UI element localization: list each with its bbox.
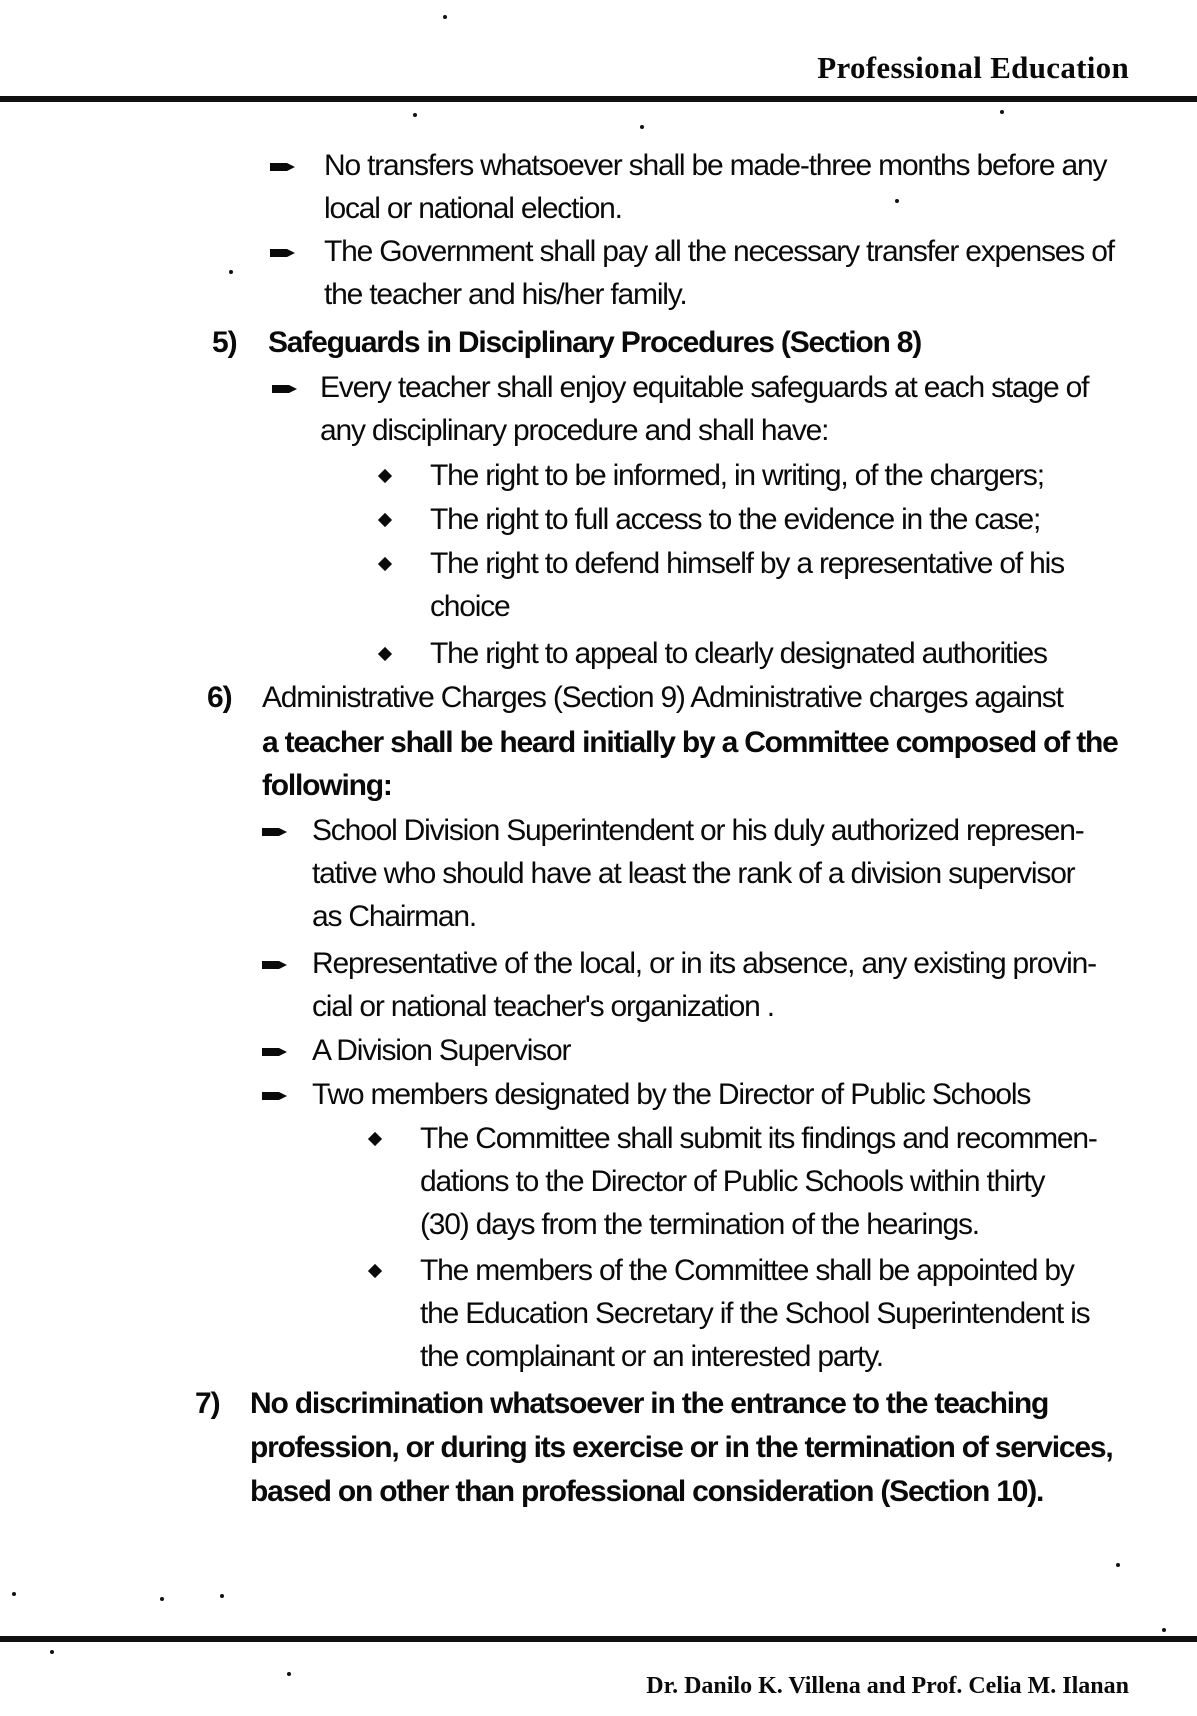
diamond-bullet-icon	[368, 1132, 382, 1146]
member-1-line-1: School Division Superintendent or his duly authorized represen-	[312, 814, 1084, 847]
item-7-line-2: profession, or during its exercise or in the termination of services,	[250, 1431, 1113, 1464]
diamond-bullet-icon	[378, 469, 392, 483]
arrow-bullet-icon	[270, 247, 296, 259]
member-2-line-1: Representative of the local, or in its absence, any existing provin-	[312, 947, 1096, 980]
scan-speck	[895, 199, 899, 203]
item-5-number: 5)	[212, 326, 237, 359]
scan-speck	[443, 15, 447, 19]
scan-speck	[1116, 1563, 1120, 1567]
scan-speck	[229, 270, 233, 274]
scan-speck	[220, 1594, 224, 1598]
transfer-bullet-2-line-2: the teacher and his/her family.	[324, 278, 687, 311]
item-5-heading: Safeguards in Disciplinary Procedures (Section 8)	[268, 326, 922, 359]
note-1-line-1: The Committee shall submit its findings and recommen-	[420, 1122, 1097, 1155]
scan-speck	[287, 1672, 291, 1676]
arrow-bullet-icon	[262, 959, 288, 971]
scan-speck	[160, 1597, 164, 1601]
right-2: The right to full access to the evidence in the case;	[430, 503, 1041, 536]
item-6-line-1: Administrative Charges (Section 9) Administrative charges against	[262, 681, 1063, 714]
arrow-bullet-icon	[272, 383, 298, 395]
right-3-line-1: The right to defend himself by a representative of his	[430, 547, 1064, 580]
transfer-bullet-2-line-1: The Government shall pay all the necessary transfer expenses of	[324, 235, 1114, 268]
header-title: Professional Education	[817, 50, 1129, 85]
scan-speck	[640, 125, 644, 129]
item-6-line-2: a teacher shall be heard initially by a Committee composed of the	[262, 726, 1118, 759]
footer-authors: Dr. Danilo K. Villena and Prof. Celia M. Ilanan	[646, 1673, 1129, 1699]
right-1: The right to be informed, in writing, of the chargers;	[430, 459, 1044, 492]
diamond-bullet-icon	[378, 647, 392, 661]
transfer-bullet-1-line-2: local or national election.	[324, 192, 622, 225]
item-6-number: 6)	[207, 681, 232, 714]
item-6-line-3: following:	[262, 769, 392, 802]
arrow-bullet-icon	[262, 826, 288, 838]
arrow-bullet-icon	[270, 161, 296, 173]
member-3: A Division Supervisor	[312, 1034, 571, 1067]
note-1-line-2: dations to the Director of Public Schools within thirty	[420, 1165, 1045, 1198]
member-1-line-2: tative who should have at least the rank of a division supervisor	[312, 857, 1075, 890]
item-5-bullet-line-1: Every teacher shall enjoy equitable safeguards at each stage of	[320, 371, 1089, 404]
note-1-line-3: (30) days from the termination of the hearings.	[420, 1208, 979, 1241]
diamond-bullet-icon	[378, 513, 392, 527]
diamond-bullet-icon	[378, 557, 392, 571]
header-rule	[0, 96, 1197, 102]
member-1-line-3: as Chairman.	[312, 900, 477, 933]
arrow-bullet-icon	[262, 1046, 288, 1058]
scan-speck	[1162, 1628, 1166, 1632]
item-7-line-3: based on other than professional consideration (Section 10).	[250, 1475, 1044, 1508]
item-5-bullet-line-2: any disciplinary procedure and shall have:	[320, 414, 829, 447]
scan-speck	[50, 1650, 54, 1654]
note-2-line-1: The members of the Committee shall be appointed by	[420, 1254, 1074, 1287]
right-4: The right to appeal to clearly designated authorities	[430, 637, 1047, 670]
right-3-line-2: choice	[430, 590, 510, 623]
transfer-bullet-1-line-1: No transfers whatsoever shall be made-three months before any	[324, 149, 1107, 182]
scan-speck	[413, 113, 417, 117]
scan-speck	[1000, 110, 1004, 114]
item-7-number: 7)	[195, 1387, 220, 1420]
member-2-line-2: cial or national teacher's organization .	[312, 990, 774, 1023]
note-2-line-3: the complainant or an interested party.	[420, 1340, 883, 1373]
footer-rule	[0, 1636, 1197, 1642]
scan-speck	[12, 1592, 16, 1596]
member-4: Two members designated by the Director of Public Schools	[312, 1078, 1031, 1111]
arrow-bullet-icon	[262, 1090, 288, 1102]
note-2-line-2: the Education Secretary if the School Superintendent is	[420, 1297, 1090, 1330]
diamond-bullet-icon	[368, 1264, 382, 1278]
item-7-line-1: No discrimination whatsoever in the entrance to the teaching	[250, 1387, 1049, 1420]
